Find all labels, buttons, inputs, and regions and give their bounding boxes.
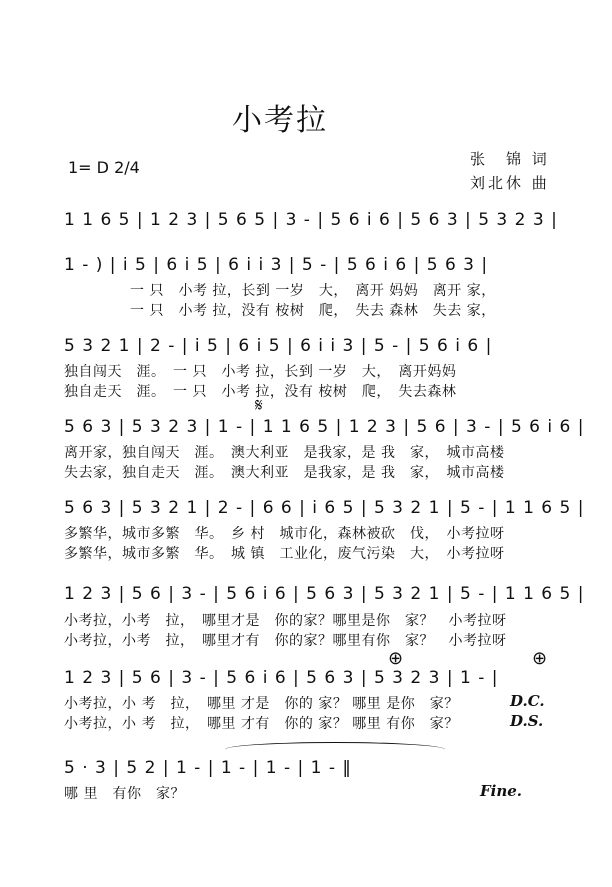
notation-row-4: 5 6 3 | 5 3 2 3 | 1 - | 1 1 6 5 | 1 2 3 | 5 6 | 3 - | 5 6 i 6 | — [64, 417, 584, 437]
lyric-row-8: 哪 里 有你 家？ — [64, 786, 185, 802]
lyric-row-4-verse-1: 离开家，独自闯天 涯。 澳大利亚 是我家，是 我 家， 城市高楼 — [64, 445, 505, 461]
segno-sign: 𝄋 — [255, 395, 263, 416]
lyric-row-6-verse-1: 小考拉，小考 拉， 哪里才是 你的家？哪里是你 家？ 小考拉呀 — [64, 613, 507, 629]
dal-segno-mark: D.S. — [510, 712, 544, 730]
lyric-row-7-verse-1: 小考拉，小 考 拉， 哪里 才是 你的 家？ 哪里 是你 家？ — [64, 696, 459, 712]
notation-row-1: 1 1 6 5 | 1 2 3 | 5 6 5 | 3 - | 5 6 i 6 | 5 6 3 | 5 3 2 3 | — [64, 210, 558, 230]
lyric-row-2-verse-1: 一 只 小考 拉，长到 一岁 大， 离开 妈妈 离开 家， — [130, 283, 496, 299]
lyric-row-4-verse-2: 失去家，独自走天 涯。 澳大利亚 是我家，是 我 家， 城市高楼 — [64, 465, 505, 481]
composer-credit: 刘北休 曲 — [470, 174, 550, 192]
da-capo-mark: D.C. — [510, 692, 545, 710]
fine-mark: Fine. — [480, 782, 523, 800]
notation-row-8: 5 · 3 | 5 2 | 1 - | 1 - | 1 - | 1 - ‖ — [64, 758, 352, 778]
notation-row-7: 1 2 3 | 5 6 | 3 - | 5 6 i 6 | 5 6 3 | 5 3 2 3 | 1 - | — [64, 668, 498, 688]
coda-sign-1: ⊕ — [388, 648, 404, 669]
tie-arc — [225, 742, 445, 757]
lyric-row-6-verse-2: 小考拉，小考 拉， 哪里才有 你的家？哪里有你 家？ 小考拉呀 — [64, 633, 507, 649]
key-signature: 1= D 2/4 — [68, 158, 140, 177]
lyric-row-3-verse-1: 独自闯天 涯。 一 只 小考 拉，长到 一岁 大， 离开妈妈 — [64, 364, 457, 380]
notation-row-3: 5 3 2 1 | 2 - | i 5 | 6 i 5 | 6 i i 3 | 5 - | 5 6 i 6 | — [64, 336, 492, 356]
lyric-row-7-verse-2: 小考拉，小 考 拉， 哪里 才有 你的 家？ 哪里 有你 家？ — [64, 716, 459, 732]
song-title: 小考拉 — [232, 103, 328, 138]
lyricist-credit: 张 锦 词 — [470, 150, 550, 168]
lyric-row-5-verse-1: 多繁华，城市多繁 华。 乡 村 城市化，森林被砍 伐， 小考拉呀 — [64, 526, 505, 542]
coda-sign-2: ⊕ — [532, 648, 548, 669]
lyric-row-5-verse-2: 多繁华，城市多繁 华。 城 镇 工业化，废气污染 大， 小考拉呀 — [64, 546, 505, 562]
notation-row-6: 1 2 3 | 5 6 | 3 - | 5 6 i 6 | 5 6 3 | 5 3 2 1 | 5 - | 1 1 6 5 | — [64, 584, 584, 604]
notation-row-5: 5 6 3 | 5 3 2 1 | 2 - | 6 6 | i 6 5 | 5 3 2 1 | 5 - | 1 1 6 5 | — [64, 498, 584, 518]
notation-row-2: 1 - ) | i 5 | 6 i 5 | 6 i i 3 | 5 - | 5 6 i 6 | 5 6 3 | — [64, 255, 488, 275]
lyric-row-3-verse-2: 独自走天 涯。 一 只 小考 拉，没有 桉树 爬， 失去森林 — [64, 384, 457, 400]
lyric-row-2-verse-2: 一 只 小考 拉，没有 桉树 爬， 失去 森林 失去 家， — [130, 303, 496, 319]
